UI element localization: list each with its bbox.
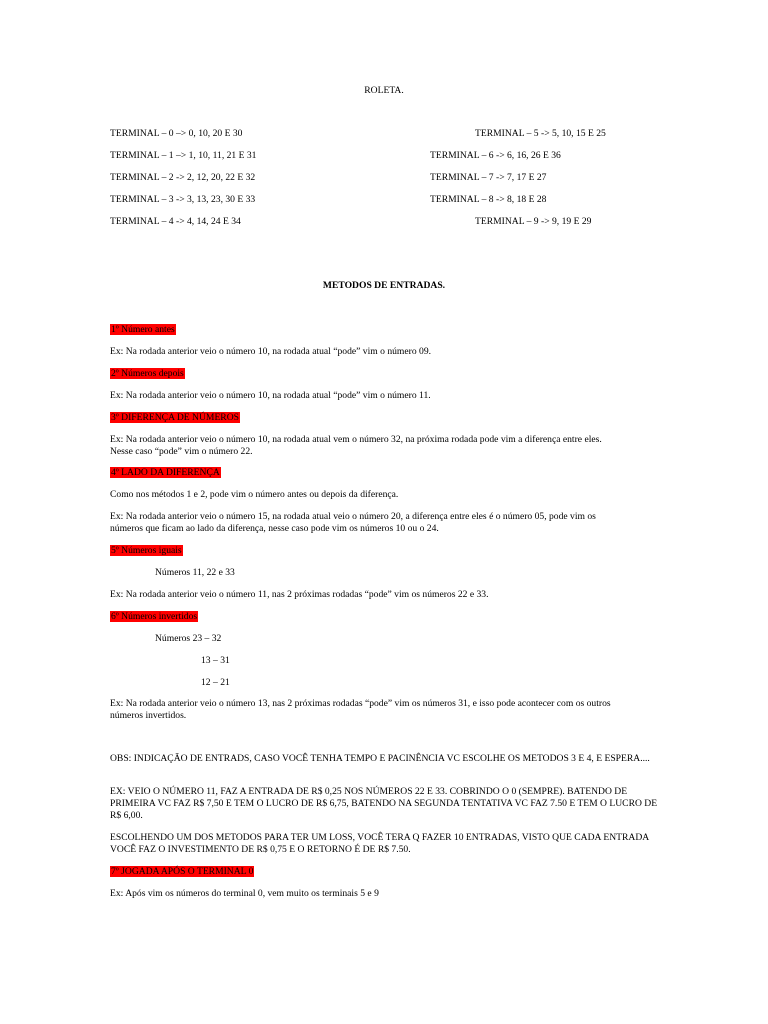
terminal-3: TERMINAL – 3 -> 3, 13, 23, 30 E 33: [110, 194, 256, 205]
methods-heading: METODOS DE ENTRADAS.: [322, 280, 446, 291]
method-5-example: Ex: Na rodada anterior veio o número 11, nas 2 próximas rodadas “pode” vim os números 22 e 33.: [110, 589, 489, 600]
method-3-heading: 3º DIFERENÇA DE NÚMEROS: [111, 412, 239, 423]
terminal-7: TERMINAL – 7 -> 7, 17 E 27: [430, 172, 547, 183]
terminal-5: TERMINAL – 5 -> 5, 10, 15 E 25: [475, 128, 606, 139]
method-1-heading: 1º Número antes: [111, 324, 175, 335]
method-6-example-line2: números invertidos.: [110, 710, 187, 721]
escolhendo-paragraph: ESCOLHENDO UM DOS METODOS PARA TER UM LOSS, VOCÊ TERA Q FAZER 10 ENTRADAS, VISTO QUE CADA ENTRADA VOCÊ FAZ O INVESTIMENTO DE R$ 0,75 E O RETORNO É DE R$ 7.50.: [110, 832, 649, 855]
method-4-heading: 4º LADO DA DIFERENÇA: [111, 467, 220, 478]
method-6-numbers-line2: 13 – 31: [201, 655, 230, 666]
method-4-example-line1: Ex: Na rodada anterior veio o número 15, na rodada atual veio o número 20, a diferença entre eles é o número 05, pode vim os: [110, 511, 596, 522]
terminal-9: TERMINAL – 9 -> 9, 19 E 29: [475, 216, 592, 227]
method-3-example-line2: Nesse caso “pode” vim o número 22.: [110, 446, 253, 457]
terminal-4: TERMINAL – 4 -> 4, 14, 24 E 34: [110, 216, 241, 227]
terminal-1: TERMINAL – 1 –> 1, 10, 11, 21 E 31: [110, 150, 257, 161]
method-6-numbers-line1: Números 23 – 32: [155, 633, 222, 644]
terminal-6: TERMINAL – 6 -> 6, 16, 26 E 36: [430, 150, 561, 161]
method-6-numbers-line3: 12 – 21: [201, 677, 230, 688]
page-title: ROLETA.: [364, 85, 404, 96]
method-4-text: Como nos métodos 1 e 2, pode vim o número antes ou depois da diferença.: [110, 489, 399, 500]
method-1-example: Ex: Na rodada anterior veio o número 10, na rodada atual “pode” vim o número 09.: [110, 346, 432, 357]
obs-paragraph: OBS: INDICAÇÃO DE ENTRADS, CASO VOCÊ TENHA TEMPO E PACINÊNCIA VC ESCOLHE OS METODOS 3 E 4, E ESPERA....: [110, 753, 650, 764]
method-6-heading: 6º Números invertidos: [111, 611, 198, 622]
method-3-example-line1: Ex: Na rodada anterior veio o número 10, na rodada atual vem o número 32, na próxima rodada pode vim a diferença entre eles.: [110, 434, 602, 445]
method-2-example: Ex: Na rodada anterior veio o número 10, na rodada atual “pode” vim o número 11.: [110, 390, 431, 401]
method-2-heading: 2º Números depois: [111, 368, 184, 379]
method-7-example: Ex: Após vim os números do terminal 0, vem muito os terminais 5 e 9: [110, 888, 379, 899]
terminal-2: TERMINAL – 2 -> 2, 12, 20, 22 E 32: [110, 172, 256, 183]
method-7-heading: 7º JOGADA APÓS O TERMINAL 0: [111, 866, 254, 877]
method-5-numbers: Números 11, 22 e 33: [155, 567, 235, 578]
terminal-8: TERMINAL – 8 -> 8, 18 E 28: [430, 194, 547, 205]
method-4-example-line2: números que ficam ao lado da diferença, nesse caso pode vim os números 10 ou o 24.: [110, 523, 439, 534]
method-5-heading: 5º Números iguais: [111, 545, 182, 556]
method-6-example-line1: Ex: Na rodada anterior veio o número 13, nas 2 próximas rodadas “pode” vim os números 31, e isso pode acontecer com os outros: [110, 698, 611, 709]
terminal-0: TERMINAL – 0 –> 0, 10, 20 E 30: [110, 128, 243, 139]
example-caps-paragraph: EX: VEIO O NÚMERO 11, FAZ A ENTRADA DE R$ 0,25 NOS NÚMEROS 22 E 33. COBRINDO O 0 (SEMPRE). BATENDO DE PRIMEIRA VC FAZ R$ 7,50 E TEM O LUCRO DE R$ 6,75, BATENDO NA SEGUNDA TENTATIVA VC FAZ 7.50 E TEM O LUCRO DE R$ 6,00.: [110, 786, 658, 821]
